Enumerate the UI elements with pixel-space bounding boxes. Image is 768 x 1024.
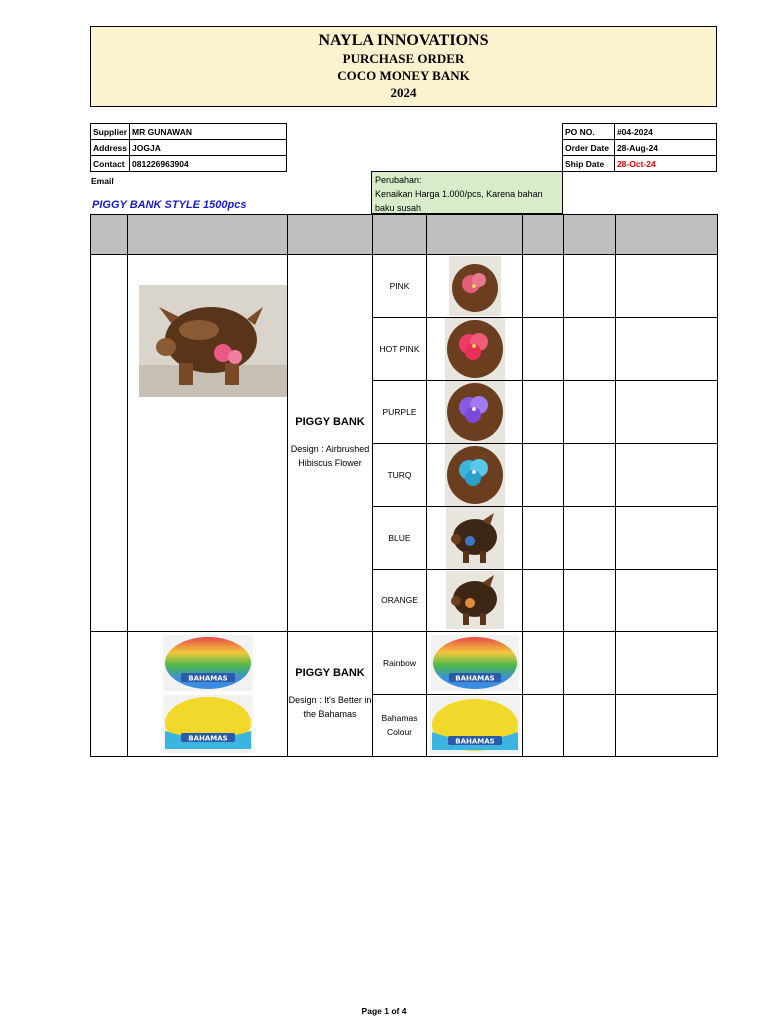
rainbow-bahamas-sign-photo <box>431 635 519 691</box>
price-cell <box>564 632 616 695</box>
header-cell <box>91 215 128 255</box>
header-cell <box>427 215 523 255</box>
total-cell <box>616 380 718 443</box>
info-label: Ship Date <box>563 156 615 172</box>
variant-color: PINK <box>373 255 427 318</box>
sign-text: BAHAMAS <box>187 734 228 743</box>
order-info-table <box>562 123 717 172</box>
variant-color: TURQ <box>373 443 427 506</box>
variant-color: PURPLE <box>373 380 427 443</box>
email-label: Email <box>91 176 114 186</box>
contact-row <box>91 156 287 172</box>
number-cell <box>91 632 128 757</box>
supplier-row <box>91 124 287 140</box>
number-cell <box>91 255 128 632</box>
info-label: Order Date <box>563 140 615 156</box>
qty-cell <box>523 255 564 318</box>
variant-image-cell <box>427 317 523 380</box>
price-cell <box>564 255 616 318</box>
design-description: Design : It's Better in the Bahamas <box>288 695 372 719</box>
info-label: PO NO. <box>563 124 615 140</box>
note-title: Perubahan: <box>375 175 422 185</box>
ship-date-value: 28-Oct-24 <box>614 156 716 172</box>
product-name: PIGGY BANK <box>295 667 365 679</box>
ship-date-row <box>563 156 717 172</box>
blue-piggy-bank-photo <box>446 507 504 569</box>
note-text: Kenaikan Harga 1.000/pcs, Karena bahan baku susah <box>375 189 543 213</box>
sign-text: BAHAMAS <box>454 674 495 683</box>
change-note <box>371 171 563 214</box>
qty-cell <box>523 380 564 443</box>
pink-hibiscus-coconut-photo <box>449 256 501 316</box>
variant-image-cell <box>427 569 523 632</box>
variant-color: ORANGE <box>373 569 427 632</box>
total-cell <box>616 632 718 695</box>
document-type: PURCHASE ORDER <box>342 51 465 66</box>
qty-cell <box>523 694 564 757</box>
table-header-row <box>91 215 718 255</box>
turquoise-hibiscus-coconut-photo <box>445 444 505 506</box>
variant-image-cell <box>427 380 523 443</box>
info-label: Address <box>91 140 130 156</box>
info-label: Contact <box>91 156 130 172</box>
price-cell <box>564 380 616 443</box>
purple-hibiscus-coconut-photo <box>445 381 505 443</box>
qty-cell <box>523 569 564 632</box>
bahamas-oval-sign-photos <box>163 635 253 753</box>
product-image-cell <box>128 255 288 632</box>
header-cell <box>523 215 564 255</box>
total-cell <box>616 317 718 380</box>
description-cell <box>288 632 373 757</box>
variant-image-cell <box>427 632 523 695</box>
variant-image-cell <box>427 694 523 757</box>
qty-cell <box>523 317 564 380</box>
header-cell <box>616 215 718 255</box>
table-row <box>91 632 718 695</box>
price-cell <box>564 317 616 380</box>
product-image-cell <box>128 632 288 757</box>
info-value: 081226963904 <box>130 156 287 172</box>
total-cell <box>616 443 718 506</box>
header-cell <box>288 215 373 255</box>
variant-color: BLUE <box>373 506 427 569</box>
price-cell <box>564 694 616 757</box>
style-title: PIGGY BANK STYLE 1500pcs <box>92 199 247 211</box>
variant-color: Rainbow <box>373 632 427 695</box>
design-description: Design : Airbrushed Hibiscus Flower <box>290 444 370 468</box>
supplier-info-table <box>90 123 287 172</box>
price-cell <box>564 506 616 569</box>
order-date-row <box>563 140 717 156</box>
qty-cell <box>523 443 564 506</box>
orange-piggy-bank-photo <box>446 571 504 629</box>
address-row <box>91 140 287 156</box>
variant-color: Bahamas Colour <box>373 694 427 757</box>
sign-text: BAHAMAS <box>187 674 228 683</box>
page-number: Page 1 of 4 <box>361 1006 407 1016</box>
coconut-piggy-bank-photo <box>139 285 287 397</box>
hot-pink-hibiscus-coconut-photo <box>445 318 505 380</box>
po-number-row <box>563 124 717 140</box>
product-line: COCO MONEY BANK <box>337 68 470 83</box>
qty-cell <box>523 632 564 695</box>
info-value: JOGJA <box>130 140 287 156</box>
variant-image-cell <box>427 255 523 318</box>
bahamas-colour-sign-photo <box>430 696 520 754</box>
variant-image-cell <box>427 443 523 506</box>
total-cell <box>616 255 718 318</box>
company-name: NAYLA INNOVATIONS <box>318 32 489 49</box>
variant-image-cell <box>427 506 523 569</box>
product-name: PIGGY BANK <box>295 416 365 428</box>
qty-cell <box>523 506 564 569</box>
total-cell <box>616 569 718 632</box>
header-cell <box>564 215 616 255</box>
total-cell <box>616 694 718 757</box>
info-value: #04-2024 <box>614 124 716 140</box>
info-label: Supplier <box>91 124 130 140</box>
document-header <box>90 26 717 107</box>
document-year: 2024 <box>390 85 417 100</box>
info-value: 28-Aug-24 <box>614 140 716 156</box>
price-cell <box>564 443 616 506</box>
table-row <box>91 255 718 318</box>
info-value: MR GUNAWAN <box>130 124 287 140</box>
variant-color: HOT PINK <box>373 317 427 380</box>
price-cell <box>564 569 616 632</box>
description-cell <box>288 255 373 632</box>
total-cell <box>616 506 718 569</box>
header-cell <box>128 215 288 255</box>
product-table <box>90 214 718 757</box>
header-cell <box>373 215 427 255</box>
sign-text: BAHAMAS <box>454 737 495 746</box>
